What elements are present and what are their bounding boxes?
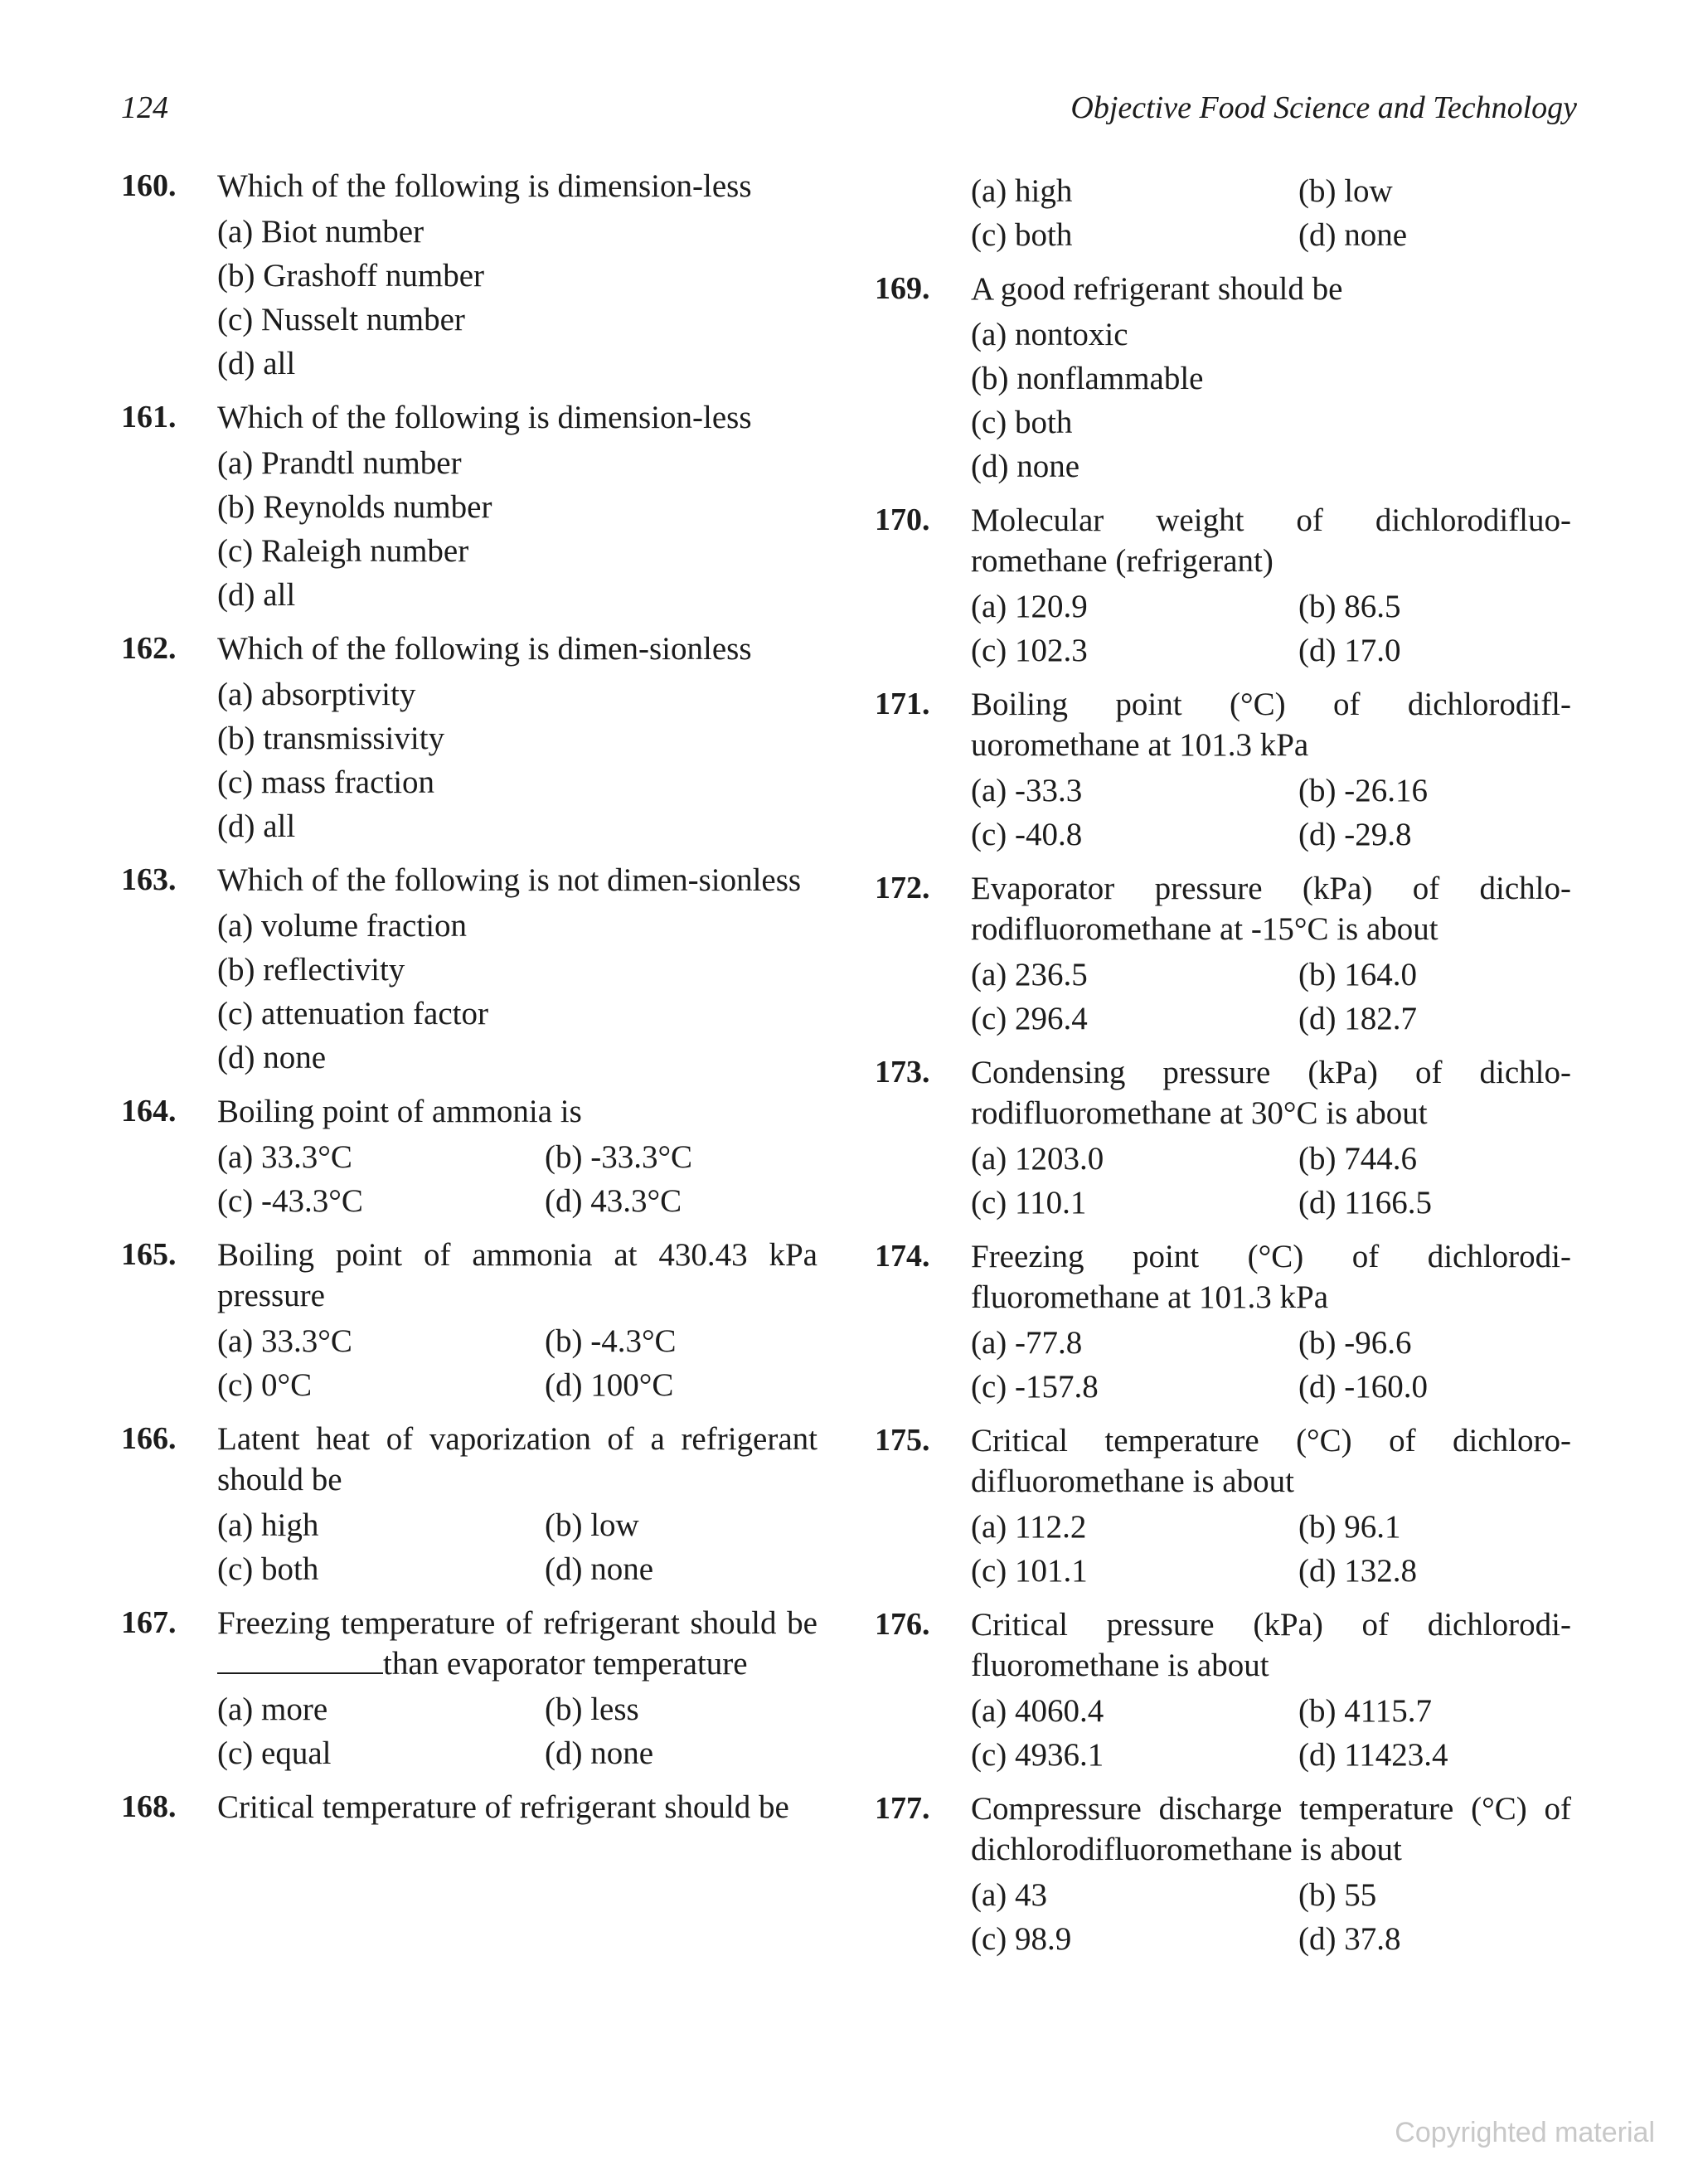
question-164 <box>121 1091 817 1223</box>
answer-option: (b) 96.1 <box>1298 1509 1401 1545</box>
answer-options <box>971 313 1571 488</box>
answer-option: (a) 112.2 <box>971 1509 1087 1545</box>
copyright-watermark: Copyrighted material <box>1395 2117 1655 2148</box>
question-number: 174. <box>875 1239 930 1274</box>
question-number: 172. <box>875 871 930 905</box>
answer-option: (d) 11423.4 <box>1298 1737 1448 1773</box>
answer-option: (b) nonflammable <box>971 361 1204 396</box>
answer-option: (c) both <box>971 405 1073 440</box>
question-text: Boiling point of ammonia is <box>217 1094 582 1129</box>
question-number: 173. <box>875 1055 930 1090</box>
question-176 <box>875 1604 1571 1777</box>
answer-option: (c) 101.1 <box>971 1553 1088 1589</box>
answer-option: (a) 43 <box>971 1877 1048 1913</box>
answer-option: (b) Grashoff number <box>217 258 485 294</box>
question-174 <box>875 1236 1571 1409</box>
answer-options <box>971 953 1571 1041</box>
answer-options <box>971 1689 1571 1777</box>
answer-options <box>971 1505 1571 1593</box>
answer-option: (c) 102.3 <box>971 633 1088 668</box>
page-number: 124 <box>121 90 168 125</box>
answer-options <box>217 1319 817 1407</box>
answer-option: (b) less <box>545 1691 639 1727</box>
question-number: 170. <box>875 502 930 537</box>
left-column <box>121 166 817 1839</box>
answer-options <box>971 769 1571 857</box>
answer-option: (a) high <box>217 1507 319 1543</box>
answer-option: (a) 33.3°C <box>217 1139 352 1175</box>
answer-options <box>217 210 817 386</box>
answer-option: (c) both <box>971 217 1073 253</box>
question-171 <box>875 684 1571 857</box>
answer-option: (d) 37.8 <box>1298 1921 1401 1957</box>
question-text: Boiling point of ammonia at 430.43 kPa pressure <box>217 1237 817 1313</box>
question-167 <box>121 1603 817 1775</box>
answer-options <box>217 904 817 1080</box>
answer-option: (c) 0°C <box>217 1367 313 1403</box>
question-number: 160. <box>121 168 177 203</box>
question-162 <box>121 629 817 848</box>
answer-option: (b) 86.5 <box>1298 589 1401 624</box>
question-number: 176. <box>875 1607 930 1642</box>
answer-option: (d) 17.0 <box>1298 633 1401 668</box>
answer-option: (b) reflectivity <box>217 952 405 988</box>
answer-options <box>971 585 1571 672</box>
question-text: Molecular weight of dichlorodifluo-romethane (refrigerant) <box>971 502 1571 579</box>
question-177 <box>875 1788 1571 1961</box>
question-166 <box>121 1419 817 1591</box>
answer-option: (a) nontoxic <box>971 317 1128 352</box>
answer-option: (d) -160.0 <box>1298 1369 1428 1405</box>
question-text: Which of the following is dimension-less <box>217 168 752 204</box>
answer-option: (a) 1203.0 <box>971 1141 1104 1177</box>
answer-option: (c) -157.8 <box>971 1369 1099 1405</box>
answer-option: (a) 120.9 <box>971 589 1088 624</box>
answer-option: (a) Biot number <box>217 214 424 250</box>
answer-option: (b) -4.3°C <box>545 1323 677 1359</box>
answer-option: (d) 100°C <box>545 1367 674 1403</box>
answer-option: (b) low <box>1298 173 1393 209</box>
question-163 <box>121 860 817 1080</box>
answer-option: (c) -43.3°C <box>217 1183 363 1219</box>
answer-option: (a) -77.8 <box>971 1325 1083 1361</box>
answer-option: (c) Raleigh number <box>217 533 469 569</box>
answer-option: (b) 55 <box>1298 1877 1377 1913</box>
question-text: Which of the following is not dimen-sionless <box>217 862 802 898</box>
question-number: 167. <box>121 1605 177 1640</box>
answer-option: (a) Prandtl number <box>217 445 462 481</box>
answer-option: (d) 43.3°C <box>545 1183 682 1219</box>
answer-option: (d) 182.7 <box>1298 1001 1417 1036</box>
question-165 <box>121 1235 817 1407</box>
question-number: 168. <box>121 1789 177 1824</box>
right-column <box>875 166 1571 1973</box>
answer-options <box>971 1873 1571 1961</box>
answer-option: (b) -26.16 <box>1298 773 1428 808</box>
answer-option: (d) all <box>217 808 296 844</box>
question-text: Condensing pressure (kPa) of dichlo-rodifluoromethane at 30°C is about <box>971 1055 1571 1131</box>
answer-options <box>971 1321 1571 1409</box>
answer-option: (c) 296.4 <box>971 1001 1088 1036</box>
answer-option: (a) high <box>971 173 1073 209</box>
answer-option: (d) all <box>217 577 296 613</box>
answer-option: (a) volume fraction <box>217 908 468 944</box>
answer-option: (d) none <box>545 1551 654 1587</box>
answer-option: (c) both <box>217 1551 319 1587</box>
answer-options <box>217 1135 817 1223</box>
question-number: 169. <box>875 271 930 306</box>
answer-option: (b) transmissivity <box>217 721 445 756</box>
answer-option: (d) none <box>545 1735 654 1771</box>
answer-option: (d) none <box>971 449 1080 484</box>
answer-option: (c) equal <box>217 1735 332 1771</box>
question-number: 162. <box>121 631 177 666</box>
question-text: Critical temperature of refrigerant should be <box>217 1789 789 1825</box>
answer-option: (c) 4936.1 <box>971 1737 1104 1773</box>
question-text-part: than evaporator temperature <box>383 1646 748 1682</box>
answer-option: (b) -96.6 <box>1298 1325 1412 1361</box>
answer-option: (b) 744.6 <box>1298 1141 1417 1177</box>
answer-options <box>217 1687 817 1775</box>
answer-option: (b) low <box>545 1507 639 1543</box>
question-text: A good refrigerant should be <box>971 271 1343 307</box>
answer-option: (a) -33.3 <box>971 773 1083 808</box>
question-text: Boiling point (°C) of dichlorodifl-uoromethane at 101.3 kPa <box>971 687 1571 763</box>
book-title: Objective Food Science and Technology <box>1070 90 1577 125</box>
answer-option: (b) Reynolds number <box>217 489 492 525</box>
answer-option: (c) 98.9 <box>971 1921 1072 1957</box>
question-168-continued <box>875 169 1571 257</box>
answer-option: (a) 33.3°C <box>217 1323 352 1359</box>
question-text: Which of the following is dimension-less <box>217 400 752 435</box>
answer-option: (d) none <box>1298 217 1408 253</box>
question-number: 171. <box>875 687 930 721</box>
answer-option: (d) all <box>217 346 296 381</box>
answer-options <box>971 1137 1571 1225</box>
question-175 <box>875 1420 1571 1593</box>
question-number: 177. <box>875 1791 930 1826</box>
question-text: Freezing point (°C) of dichlorodi-fluoromethane at 101.3 kPa <box>971 1239 1571 1315</box>
question-number: 164. <box>121 1094 177 1128</box>
answer-option: (a) 4060.4 <box>971 1693 1104 1729</box>
question-text: Evaporator pressure (kPa) of dichlo-rodifluoromethane at -15°C is about <box>971 871 1571 947</box>
question-text: Critical pressure (kPa) of dichlorodi-fluoromethane is about <box>971 1607 1571 1683</box>
answer-option: (d) -29.8 <box>1298 817 1412 852</box>
question-number: 163. <box>121 862 177 897</box>
answer-option: (c) -40.8 <box>971 817 1083 852</box>
answer-option: (c) attenuation factor <box>217 996 488 1031</box>
answer-option: (d) none <box>217 1040 327 1075</box>
answer-options <box>217 672 817 848</box>
answer-option: (c) 110.1 <box>971 1185 1087 1221</box>
answer-option: (d) 132.8 <box>1298 1553 1417 1589</box>
fill-in-blank <box>217 1648 383 1674</box>
question-170 <box>875 500 1571 672</box>
answer-option: (b) -33.3°C <box>545 1139 693 1175</box>
answer-option: (b) 4115.7 <box>1298 1693 1433 1729</box>
question-text <box>217 1603 817 1684</box>
answer-option: (a) absorptivity <box>217 677 416 712</box>
question-number: 175. <box>875 1423 930 1458</box>
question-text: Compressure discharge temperature (°C) of dichlorodifluoromethane is about <box>971 1791 1571 1867</box>
options-grid <box>971 169 1571 257</box>
answer-option: (c) Nusselt number <box>217 302 465 337</box>
answer-options <box>217 441 817 617</box>
question-text: Which of the following is dimen-sionless <box>217 631 752 667</box>
answer-option: (b) 164.0 <box>1298 957 1417 993</box>
question-text: Critical temperature (°C) of dichloro-difluoromethane is about <box>971 1423 1571 1499</box>
question-text: Latent heat of vaporization of a refrigerant should be <box>217 1421 817 1497</box>
answer-option: (a) 236.5 <box>971 957 1088 993</box>
question-160 <box>121 166 817 386</box>
question-number: 165. <box>121 1237 177 1272</box>
question-number: 161. <box>121 400 177 434</box>
question-168 <box>121 1787 817 1827</box>
question-161 <box>121 397 817 617</box>
question-text-part: Freezing temperature of refrigerant should be <box>217 1605 817 1641</box>
page-header <box>121 90 1577 136</box>
answer-option: (c) mass fraction <box>217 764 435 800</box>
answer-option: (d) 1166.5 <box>1298 1185 1433 1221</box>
question-172 <box>875 868 1571 1041</box>
question-169 <box>875 269 1571 488</box>
answer-option: (a) more <box>217 1691 328 1727</box>
question-173 <box>875 1052 1571 1225</box>
question-number: 166. <box>121 1421 177 1456</box>
answer-options <box>217 1503 817 1591</box>
